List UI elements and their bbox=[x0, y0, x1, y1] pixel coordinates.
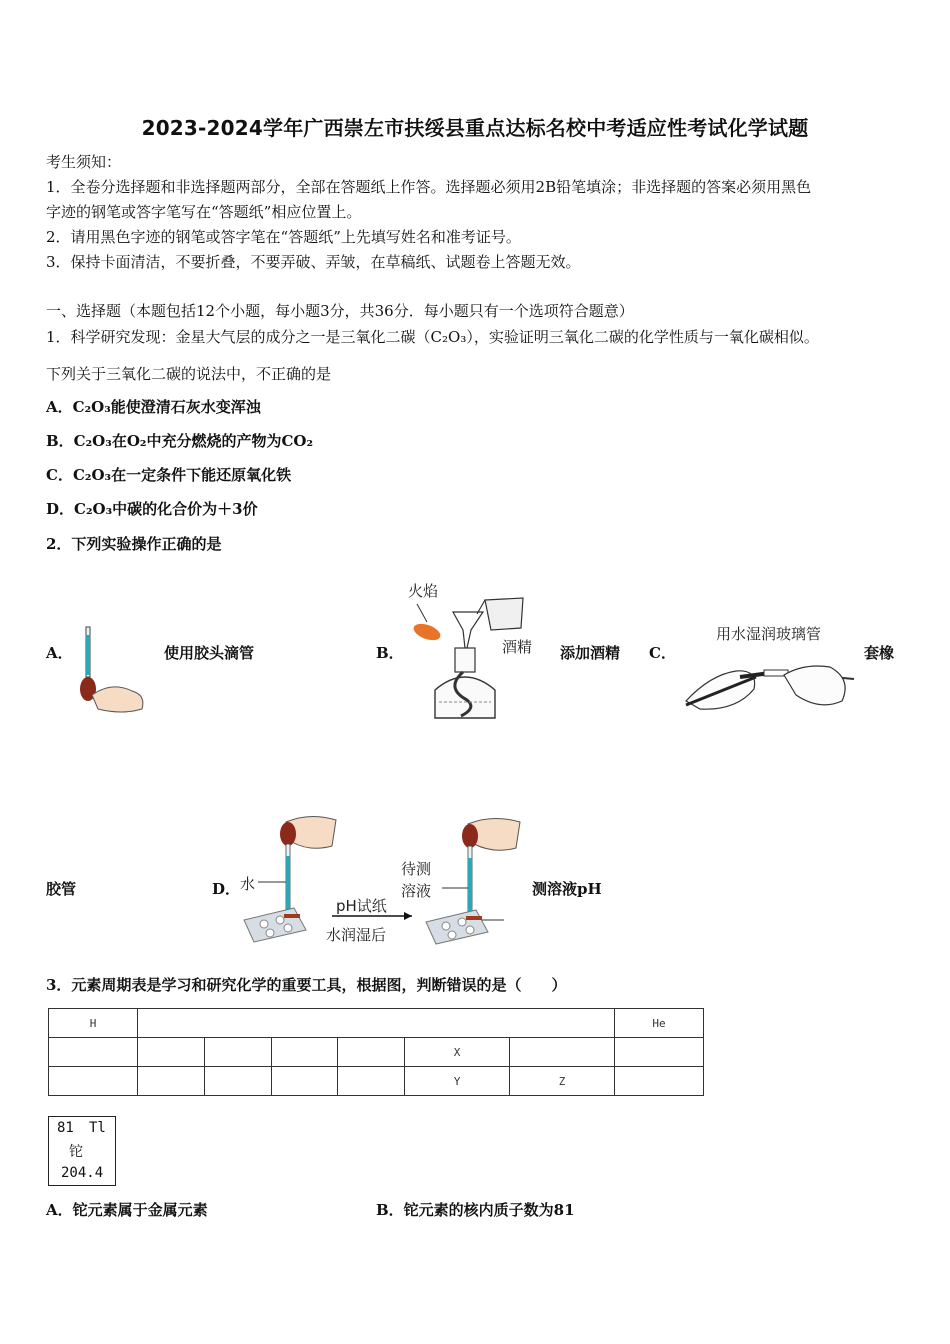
table-row bbox=[49, 1009, 704, 1038]
glass-tube-caption: 用水湿润玻璃管 bbox=[716, 625, 822, 643]
wet-label: 水润湿后 bbox=[326, 926, 387, 944]
q1-option-b: B．C₂O₃在O₂中充分燃烧的产物为CO₂ bbox=[46, 432, 314, 450]
q3-option-b: B．铊元素的核内质子数为81 bbox=[376, 1201, 575, 1219]
alcohol-label: 酒精 bbox=[502, 638, 533, 656]
table-cell bbox=[338, 1038, 405, 1067]
table-row bbox=[49, 1067, 704, 1096]
atomic-number: 81 bbox=[57, 1120, 74, 1136]
q3-stem: 3．元素周期表是学习和研究化学的重要工具，根据图，判断错误的是（ ） bbox=[46, 976, 567, 994]
rubber-tube-illustration bbox=[680, 645, 860, 715]
q2-stem: 2．下列实验操作正确的是 bbox=[46, 535, 222, 553]
table-cell bbox=[338, 1067, 405, 1096]
solution-label-1: 待测 bbox=[401, 860, 432, 878]
table-cell bbox=[204, 1038, 271, 1067]
q2-option-a-text: 使用胶头滴管 bbox=[164, 644, 255, 662]
notice-item-3: 3．保持卡面清洁，不要折叠，不要弄破、弄皱，在草稿纸、试题卷上答题无效。 bbox=[46, 253, 581, 271]
notice-item-2: 2．请用黑色字迹的钢笔或答字笔在“答题纸”上先填写姓名和准考证号。 bbox=[46, 228, 521, 246]
periodic-table bbox=[48, 1008, 704, 1096]
atomic-mass: 204.4 bbox=[61, 1165, 104, 1181]
table-cell bbox=[510, 1038, 615, 1067]
dropper-illustration bbox=[72, 625, 148, 717]
alcohol-lamp-illustration bbox=[405, 578, 545, 720]
page-title: 2023-2024学年广西崇左市扶绥县重点达标名校中考适应性考试化学试题 bbox=[141, 116, 809, 140]
notice-item-1: 1．全卷分选择题和非选择题两部分，全部在答题纸上作答。选择题必须用2B铅笔填涂；非选择题的答案必须用黑色 bbox=[46, 178, 812, 196]
table-cell bbox=[204, 1067, 271, 1096]
flame-label: 火焰 bbox=[408, 582, 439, 600]
table-cell-h: H bbox=[49, 1009, 138, 1038]
element-symbol: Tl bbox=[89, 1120, 106, 1136]
table-row bbox=[49, 1038, 704, 1067]
q2-option-c-label: C． bbox=[649, 644, 676, 662]
q2-option-c-continued: 胶管 bbox=[46, 880, 77, 898]
table-cell bbox=[49, 1067, 138, 1096]
solution-label-2: 溶液 bbox=[401, 882, 432, 900]
table-cell bbox=[49, 1038, 138, 1067]
element-name: 铊 bbox=[69, 1144, 83, 1160]
q1-option-a: A．C₂O₃能使澄清石灰水变浑浊 bbox=[46, 398, 261, 416]
element-card bbox=[48, 1116, 116, 1186]
table-cell-empty bbox=[138, 1009, 615, 1038]
q1-option-c: C．C₂O₃在一定条件下能还原氧化铁 bbox=[46, 466, 292, 484]
water-label: 水 bbox=[240, 875, 256, 893]
q2-option-d-label: D． bbox=[212, 880, 241, 898]
ph-paper-label: pH试纸 bbox=[336, 897, 387, 915]
notice-heading: 考生须知： bbox=[46, 153, 122, 171]
table-cell bbox=[271, 1038, 338, 1067]
table-cell bbox=[138, 1038, 205, 1067]
table-cell bbox=[615, 1038, 704, 1067]
section-heading: 一、选择题（本题包括12个小题，每小题3分，共36分．每小题只有一个选项符合题意） bbox=[46, 302, 634, 320]
table-cell-z: Z bbox=[510, 1067, 615, 1096]
q1-option-d: D．C₂O₃中碳的化合价为＋3价 bbox=[46, 500, 258, 518]
table-cell-he: He bbox=[615, 1009, 704, 1038]
q1-stem: 1．科学研究发现：金星大气层的成分之一是三氧化二碳（C₂O₃），实验证明三氧化二碳的化学性质与一氧化碳相似。 bbox=[46, 328, 819, 346]
table-cell bbox=[615, 1067, 704, 1096]
table-cell bbox=[271, 1067, 338, 1096]
q2-option-b-text: 添加酒精 bbox=[560, 644, 621, 662]
ph-test-illustration bbox=[236, 812, 536, 950]
q1-sub: 下列关于三氧化二碳的说法中，不正确的是 bbox=[46, 365, 332, 383]
q2-option-b-label: B． bbox=[376, 644, 404, 662]
table-cell-x: X bbox=[405, 1038, 510, 1067]
q3-option-a: A．铊元素属于金属元素 bbox=[46, 1201, 208, 1219]
q2-option-d-text: 测溶液pH bbox=[532, 880, 602, 898]
table-cell-y: Y bbox=[405, 1067, 510, 1096]
table-cell bbox=[138, 1067, 205, 1096]
notice-item-1-cont: 字迹的钢笔或答字笔写在“答题纸”相应位置上。 bbox=[46, 203, 362, 221]
q2-option-c-text: 套橡 bbox=[864, 644, 895, 662]
q2-option-a-label: A． bbox=[46, 644, 73, 662]
